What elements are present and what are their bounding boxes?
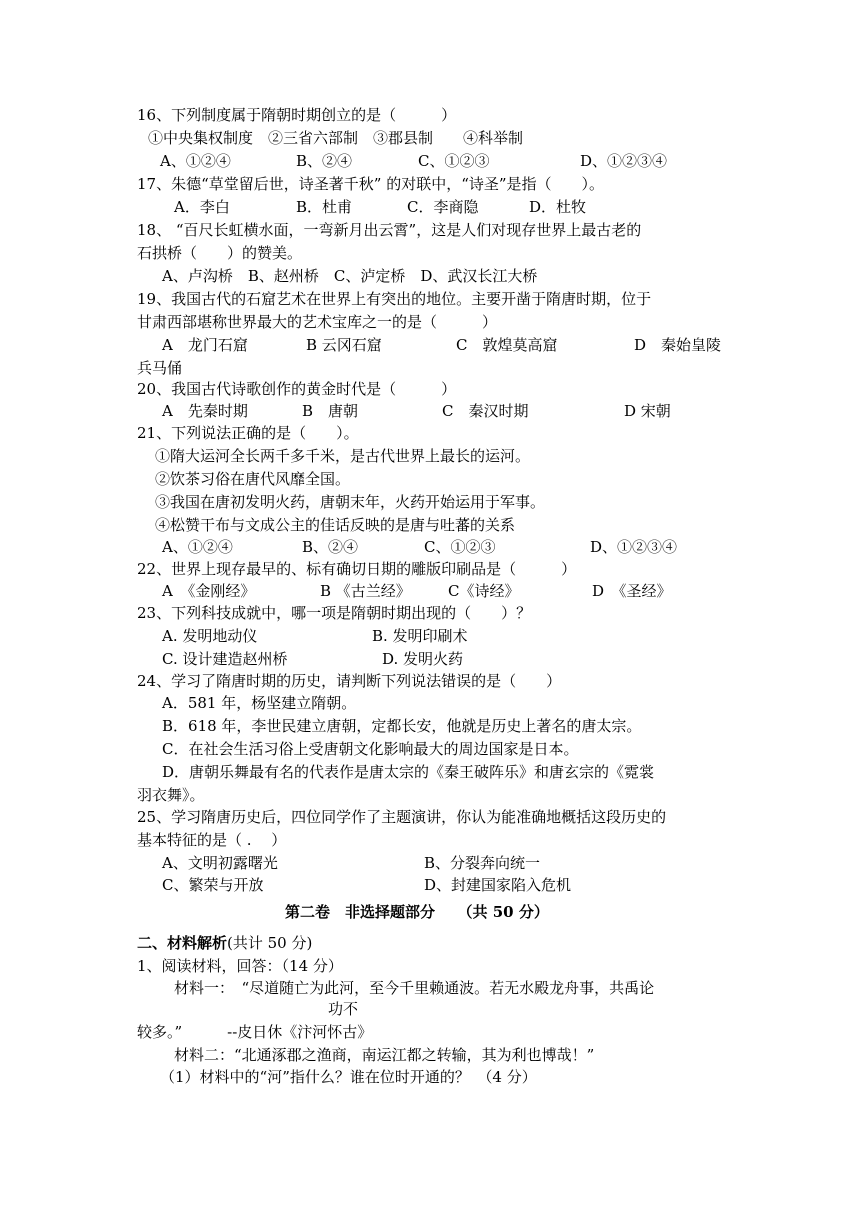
part2-sub-question-1: （1）材料中的“河”指什么？谁在位时开通的？ （4 分） (160, 1068, 537, 1086)
q23-option-a: A. 发明地动仪 (162, 627, 258, 645)
q22-option-d: D 《圣经》 (592, 582, 672, 600)
material-2: 材料二：“北通涿郡之渔商，南运江都之转输，其为利也博哉！” (174, 1046, 595, 1064)
section-title-points: (共计 50 分) (227, 934, 313, 952)
q24-option-d: D．唐朝乐舞最有名的代表作是唐太宗的《秦王破阵乐》和唐玄宗的《霓裳 (162, 763, 655, 781)
part2-section-title (137, 932, 312, 954)
q25-stem-line-2: 基本特征的是（ . ） (137, 831, 287, 849)
q20-stem: 20、我国古代诗歌创作的黄金时代是（ ） (137, 380, 457, 398)
q21-statement-3: ③我国在唐初发明火药，唐朝末年，火药开始运用于军事。 (155, 493, 546, 511)
q16-option-d: D、①②③④ (580, 152, 668, 170)
q22-option-a: A 《金刚经》 (162, 582, 256, 600)
q17-stem: 17、朱德“草堂留后世，诗圣著千秋” 的对联中，“诗圣”是指（ ）。 (137, 175, 605, 193)
q20-option-a: A 先秦时期 (162, 402, 248, 420)
q23-stem: 23、下列科技成就中，哪一项是隋朝时期出现的（ ）？ (137, 604, 532, 622)
q21-option-c: C、①②③ (424, 538, 496, 556)
q25-option-c: C、繁荣与开放 (162, 876, 264, 894)
q21-statement-2: ②饮茶习俗在唐代风靡全国。 (155, 470, 351, 488)
q22-option-c: C《诗经》 (448, 582, 520, 600)
q18-stem-line-2: 石拱桥（ ）的赞美。 (137, 244, 303, 262)
q16-option-a: A、①②④ (160, 152, 231, 170)
q19-option-d: D 秦始皇陵 (634, 336, 722, 354)
q23-option-b: B. 发明印刷术 (372, 627, 468, 645)
q16-option-c: C、①②③ (418, 152, 490, 170)
q17-option-d: D．杜牧 (529, 198, 587, 216)
q21-option-b: B、②④ (302, 538, 359, 556)
q21-statement-1: ①隋大运河全长两千多千米，是古代世界上最长的运河。 (155, 447, 531, 465)
q16-items: ①中央集权制度 ②三省六部制 ③郡县制 ④科举制 (148, 129, 524, 147)
q24-option-a: A．581 年，杨坚建立隋朝。 (162, 694, 357, 712)
material-1-wrap: 功不 (328, 1000, 359, 1018)
q18-options: A、卢沟桥 B、赵州桥 C、泸定桥 D、武汉长江大桥 (162, 267, 538, 285)
q16-option-b: B、②④ (296, 152, 353, 170)
q24-option-b: B．618 年，李世民建立唐朝，定都长安，他就是历史上著名的唐太宗。 (162, 717, 642, 735)
material-1-line-2: 较多。” --皮日休《汴河怀古》 (137, 1023, 373, 1041)
q21-option-a: A、①②④ (162, 538, 233, 556)
q25-option-a: A、文明初露曙光 (162, 854, 278, 872)
q19-option-c: C 敦煌莫高窟 (456, 336, 558, 354)
q21-stem: 21、下列说法正确的是（ ）。 (137, 424, 359, 442)
q17-option-c: C．李商隐 (407, 198, 479, 216)
q21-statement-4: ④松赞干布与文成公主的佳话反映的是唐与吐蕃的关系 (155, 516, 516, 534)
q21-option-d: D、①②③④ (590, 538, 678, 556)
q17-option-b: B．杜甫 (296, 198, 353, 216)
q22-option-b: B 《古兰经》 (320, 582, 411, 600)
q24-option-c: C．在社会生活习俗上受唐朝文化影响最大的周边国家是日本。 (162, 740, 579, 758)
section-title-bold: 二、材料解析 (137, 934, 228, 952)
material-1-line-1: 材料一： “尽道随亡为此河，至今千里赖通波。若无水殿龙舟事，共禹论 (174, 979, 655, 997)
q19-option-b: B 云冈石窟 (306, 336, 382, 354)
q23-option-c: C. 设计建造赵州桥 (162, 650, 288, 668)
q24-stem: 24、学习了隋唐时期的历史，请判断下列说法错误的是（ ） (137, 672, 562, 690)
q25-option-b: B、分裂奔向统一 (424, 854, 541, 872)
q19-stem-line-2: 甘肃西部堪称世界最大的艺术宝库之一的是（ ） (137, 313, 498, 331)
q20-option-c: C 秦汉时期 (442, 402, 529, 420)
q16-stem: 16、下列制度属于隋朝时期创立的是（ ） (137, 106, 457, 124)
q19-option-a: A 龙门石窟 (162, 336, 248, 354)
q18-stem-line-1: 18、 “百尺长虹横水面，一弯新月出云霄”，这是人们对现存世界上最古老的 (137, 221, 642, 239)
q22-stem: 22、世界上现存最早的、标有确切日期的雕版印刷品是（ ） (137, 560, 577, 578)
q17-option-a: A．李白 (174, 198, 230, 216)
q19-stem-line-1: 19、我国古代的石窟艺术在世界上有突出的地位。主要开凿于隋唐时期，位于 (137, 290, 652, 308)
part2-heading: 第二卷 非选择题部分 （共 50 分） (285, 903, 549, 921)
q20-option-b: B 唐朝 (302, 402, 359, 420)
q25-option-d: D、封建国家陷入危机 (424, 876, 572, 894)
part2-q1-stem: 1、阅读材料，回答：（14 分） (137, 957, 343, 975)
q24-option-d-continued: 羽衣舞》。 (137, 786, 205, 804)
q23-option-d: D. 发明火药 (382, 650, 464, 668)
q20-option-d: D 宋朝 (624, 402, 671, 420)
q25-stem-line-1: 25、学习隋唐历史后，四位同学作了主题演讲，你认为能准确地概括这段历史的 (137, 808, 667, 826)
q19-option-d-continued: 兵马俑 (137, 359, 183, 377)
